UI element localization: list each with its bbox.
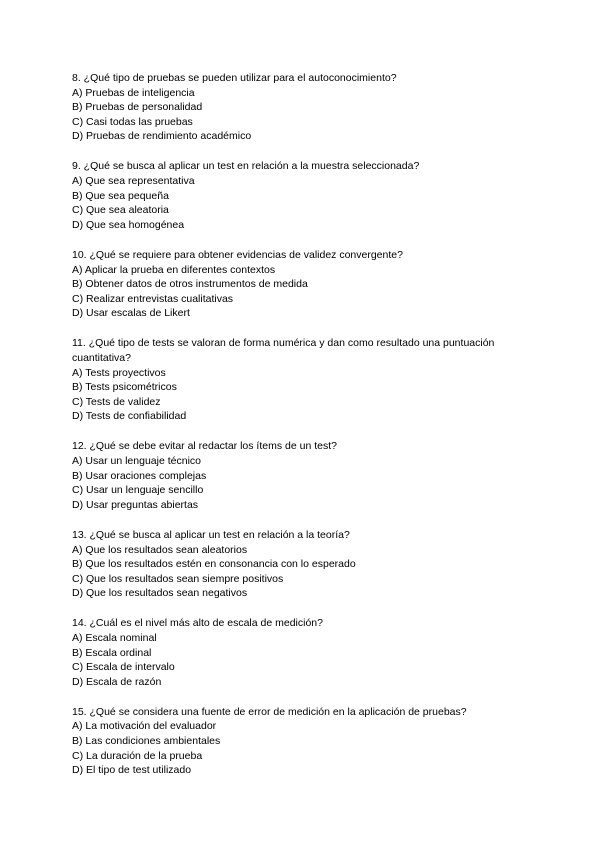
option-a: A) Pruebas de inteligencia — [72, 86, 195, 99]
question-9 — [72, 159, 532, 232]
option-b: B) Usar oraciones complejas — [72, 469, 207, 482]
question-text: 15. ¿Qué se considera una fuente de error de medición en la aplicación de pruebas? — [72, 705, 467, 718]
option-c: C) Que los resultados sean siempre positivos — [72, 572, 284, 585]
option-a: A) Aplicar la prueba en diferentes contextos — [72, 263, 276, 276]
question-8 — [72, 71, 532, 144]
option-a: A) Usar un lenguaje técnico — [72, 455, 201, 468]
option-b: B) Que sea pequeña — [72, 189, 169, 202]
question-text: 9. ¿Qué se busca al aplicar un test en relación a la muestra seleccionada? — [72, 160, 420, 173]
question-text: 13. ¿Qué se busca al aplicar un test en relación a la teoría? — [72, 528, 350, 541]
option-c: C) Usar un lenguaje sencillo — [72, 484, 204, 497]
question-11 — [72, 336, 532, 424]
option-c: C) Casi todas las pruebas — [72, 115, 193, 128]
option-b: B) Tests psicométricos — [72, 381, 177, 394]
option-b: B) Obtener datos de otros instrumentos de medida — [72, 278, 308, 291]
option-a: A) Que sea representativa — [72, 175, 195, 188]
question-12 — [72, 439, 532, 512]
option-c: C) Escala de intervalo — [72, 661, 175, 674]
option-d: D) El tipo de test utilizado — [72, 764, 192, 777]
option-b: B) Las condiciones ambientales — [72, 735, 221, 748]
option-d: D) Pruebas de rendimiento académico — [72, 130, 252, 143]
option-d: D) Que los resultados sean negativos — [72, 587, 248, 600]
question-14 — [72, 616, 532, 689]
option-d: D) Tests de confiabilidad — [72, 410, 187, 423]
question-text: 8. ¿Qué tipo de pruebas se pueden utilizar para el autoconocimiento? — [72, 72, 397, 84]
option-b: B) Que los resultados estén en consonancia con lo esperado — [72, 558, 356, 571]
option-d: D) Que sea homogénea — [72, 218, 185, 231]
question-13 — [72, 528, 532, 601]
option-a: A) La motivación del evaluador — [72, 720, 217, 733]
question-text: 12. ¿Qué se debe evitar al redactar los ítems de un test? — [72, 440, 337, 453]
option-b: B) Pruebas de personalidad — [72, 101, 203, 114]
option-c: C) Tests de validez — [72, 395, 161, 408]
option-a: A) Tests proyectivos — [72, 366, 166, 379]
option-a: A) Que los resultados sean aleatorios — [72, 543, 248, 556]
question-text: 10. ¿Qué se requiere para obtener evidencias de validez convergente? — [72, 248, 403, 261]
option-b: B) Escala ordinal — [72, 646, 152, 659]
option-d: D) Escala de razón — [72, 675, 162, 688]
question-15 — [72, 705, 532, 778]
option-d: D) Usar preguntas abiertas — [72, 498, 199, 511]
option-c: C) La duración de la prueba — [72, 749, 203, 762]
option-c: C) Que sea aleatoria — [72, 204, 169, 217]
question-list — [72, 71, 532, 793]
question-text: 11. ¿Qué tipo de tests se valoran de forma numérica y dan como resultado una puntuación cuantitativa? — [72, 337, 495, 364]
option-a: A) Escala nominal — [72, 632, 157, 644]
question-text: 14. ¿Cuál es el nivel más alto de escala de medición? — [72, 617, 323, 630]
option-d: D) Usar escalas de Likert — [72, 307, 190, 320]
question-10 — [72, 248, 532, 321]
option-c: C) Realizar entrevistas cualitativas — [72, 292, 234, 305]
